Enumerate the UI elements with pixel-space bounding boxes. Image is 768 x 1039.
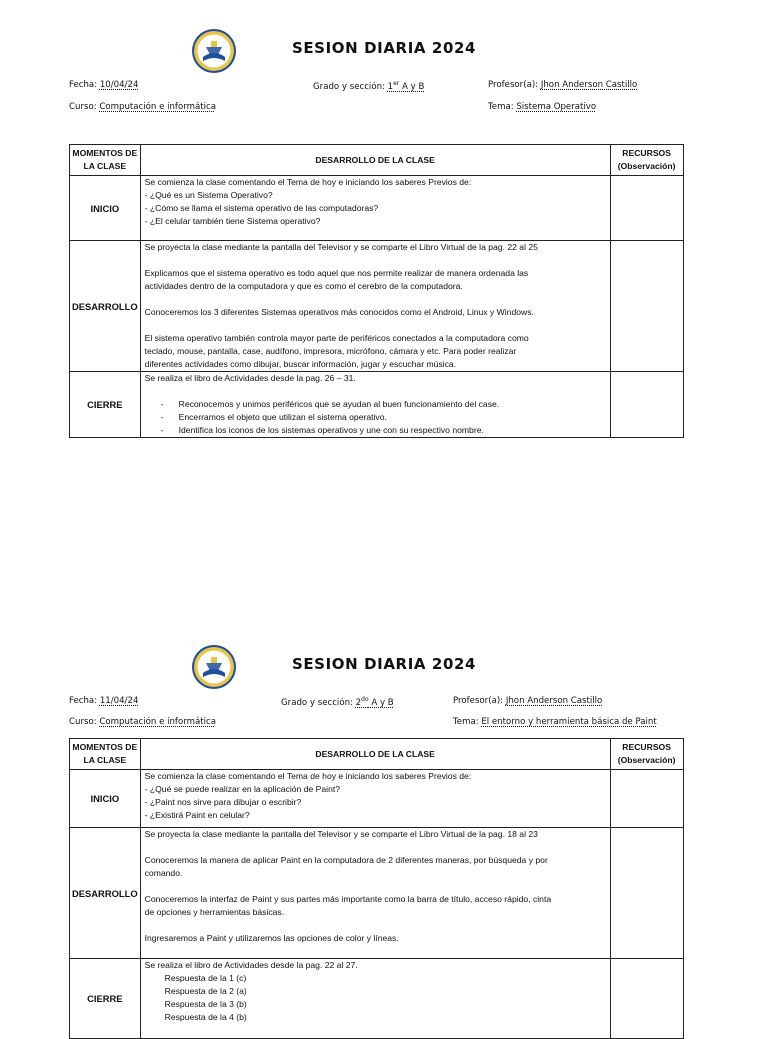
fecha-field [69,696,138,706]
text-line: - ¿Qué es un Sistema Operativo? [144,190,273,200]
curso-label: Curso: [69,102,97,112]
answer-item: Respuesta de la 1 (c) [164,973,247,983]
row-desarrollo [70,828,684,959]
blank-line [145,319,606,332]
inicio-content [140,176,610,241]
tema-value: Sistema Operativo [516,102,597,112]
blank-line [145,385,606,398]
moment-inicio [70,770,141,828]
text-line: - ¿El celular también tiene Sistema operativo? [144,216,321,226]
header-desarrollo: DESARROLLO DE LA CLASE [140,739,610,770]
row-inicio [70,770,684,828]
cierre-content [140,959,610,1039]
cierre-content [140,372,610,438]
text-line: Conoceremos la interfaz de Paint y sus partes más importante como la barra de título, acceso rápido, cinta [144,894,552,904]
bullet-item: - Encerramos el objeto que utilizan el sistema operativo. [145,411,606,424]
header-desarrollo: DESARROLLO DE LA CLASE [140,145,610,176]
page-title: SESION DIARIA 2024 [291,655,477,673]
tema-label: Tema: [488,102,514,112]
fecha-label: Fecha: [69,80,98,90]
row-cierre [70,372,684,438]
row-cierre [70,959,684,1039]
header-momentos: MOMENTOS DE LA CLASE [70,145,141,176]
grado-field [281,696,394,708]
curso-field [69,102,216,112]
blank-line [145,293,606,306]
moment-label: CIERRE [87,399,123,410]
tema-field [453,717,657,727]
profesor-value: Jhon Anderson Castillo [505,696,603,706]
row-inicio [70,176,684,241]
recursos-cell [610,241,683,372]
moment-cierre [70,959,141,1039]
header-recursos: RECURSOS (Observación) [610,739,683,770]
grado-sections: A y B [399,81,425,92]
curso-value: Computación e informática [99,102,216,112]
text-line: Se comienza la clase comentando el Tema de hoy e iniciando los saberes Previos de: [144,177,472,187]
profesor-field [488,80,637,90]
session-table [69,738,684,1039]
row-desarrollo [70,241,684,372]
text-line: - ¿Existirá Paint en celular? [144,810,250,820]
grado-ordinal: do [361,696,369,703]
answer-item: Respuesta de la 4 (b) [164,1012,247,1022]
fecha-value: 11/04/24 [99,696,139,706]
grado-ordinal: er [393,80,400,87]
moment-label: DESARROLLO [72,887,138,899]
moment-label: DESARROLLO [72,300,138,312]
profesor-label: Profesor(a): [488,80,539,90]
moment-desarrollo [70,241,141,372]
text-line: teclado, mouse, pantalla, case, audífono, impresora, micrófono, cámara y etc. Para poder realizar [144,346,517,356]
fecha-value: 10/04/24 [99,80,139,90]
bullet-item: - Identifica los iconos de los sistemas operativos y une con su respectivo nombre. [145,424,606,437]
text-line: Se proyecta la clase mediante la pantalla del Televisor y se comparte el Libro Virtual de la pag. 18 al 23 [144,829,538,839]
moment-cierre [70,372,141,438]
moment-label: INICIO [90,202,120,214]
profesor-field [453,696,602,706]
grado-field [313,80,424,92]
text-line: Explicamos que el sistema operativo es todo aquel que nos permite realizar de manera ordenada las [144,268,529,278]
grado-number: 2 [355,697,362,708]
text-line: de opciones y herramientas básicas. [144,907,285,917]
moment-label: INICIO [90,793,120,804]
moment-label: CIERRE [87,993,123,1004]
curso-value: Computación e informática [99,717,216,727]
desarrollo-content [140,828,610,959]
text-line: - ¿Cómo se llama el sistema operativo de las computadoras? [144,203,379,213]
answer-item: Respuesta de la 2 (a) [164,986,247,996]
grado-value [356,698,394,708]
moment-inicio [70,176,141,241]
table-header-row [70,145,684,176]
blank-line [145,919,606,932]
moment-desarrollo [70,828,141,959]
grado-sections: A y B [368,697,394,708]
grado-value [388,82,425,92]
curso-label: Curso: [69,717,97,727]
grado-number: 1 [387,81,394,92]
grado-label: Grado y sección: [313,81,385,92]
blank-line [145,880,606,893]
text-line: diferentes actividades como dibujar, buscar información, jugar y escuchar música. [144,359,457,369]
grado-label: Grado y sección: [281,697,353,708]
text-line: - ¿Qué se puede realizar en la aplicación de Paint? [144,784,341,794]
profesor-value: Jhon Anderson Castillo [540,80,638,90]
text-line: Se realiza el libro de Actividades desde la pag. 22 al 27. [144,960,358,970]
profesor-label: Profesor(a): [453,696,504,706]
text-line: Conoceremos la manera de aplicar Paint en la computadora de 2 diferentes maneras, por búsqueda y por [144,855,548,865]
text-line: Se realiza el libro de Actividades desde la pag. 26 – 31. [144,373,356,383]
inicio-content [140,770,610,828]
text-line: El sistema operativo también controla mayor parte de periféricos conectados a la computadora como [144,333,529,343]
text-line: Conoceremos los 3 diferentes Sistemas operativos más conocidos como el Android, Linux y Windows. [144,307,534,317]
bullet-item: - Reconocemos y unimos periféricos que se ayudan al buen funcionamiento del case. [145,398,606,411]
tema-label: Tema: [453,717,479,727]
desarrollo-content [140,241,610,372]
text-line: Ingresaremos a Paint y utilizaremos las opciones de color y líneas. [144,933,399,943]
curso-field [69,717,216,727]
recursos-cell [610,828,683,959]
text-line: Se proyecta la clase mediante la pantalla del Televisor y se comparte el Libro Virtual de la pag. 22 al 25 [144,242,538,252]
table-header-row [70,739,684,770]
page-title: SESION DIARIA 2024 [291,39,477,57]
recursos-cell [610,176,683,241]
fecha-label: Fecha: [69,696,98,706]
tema-value: El entorno y herramienta básica de Paint [481,717,657,727]
blank-line [145,841,606,854]
fecha-field [69,80,138,90]
recursos-cell [610,959,683,1039]
recursos-cell [610,372,683,438]
header-momentos: MOMENTOS DE LA CLASE [70,739,141,770]
blank-line [145,254,606,267]
answer-item: Respuesta de la 3 (b) [164,999,247,1009]
session-table [69,144,684,438]
header-recursos: RECURSOS (Observación) [610,145,683,176]
text-line: Se comienza la clase comentando el Tema de hoy e iniciando los saberes Previos de: [144,771,472,781]
text-line: actividades dentro de la computadora y que es como el cerebro de la computadora. [144,281,463,291]
text-line: comando. [144,868,183,878]
text-line: - ¿Paint nos sirve para dibujar o escribir? [144,797,302,807]
recursos-cell [610,770,683,828]
tema-field [488,102,596,112]
